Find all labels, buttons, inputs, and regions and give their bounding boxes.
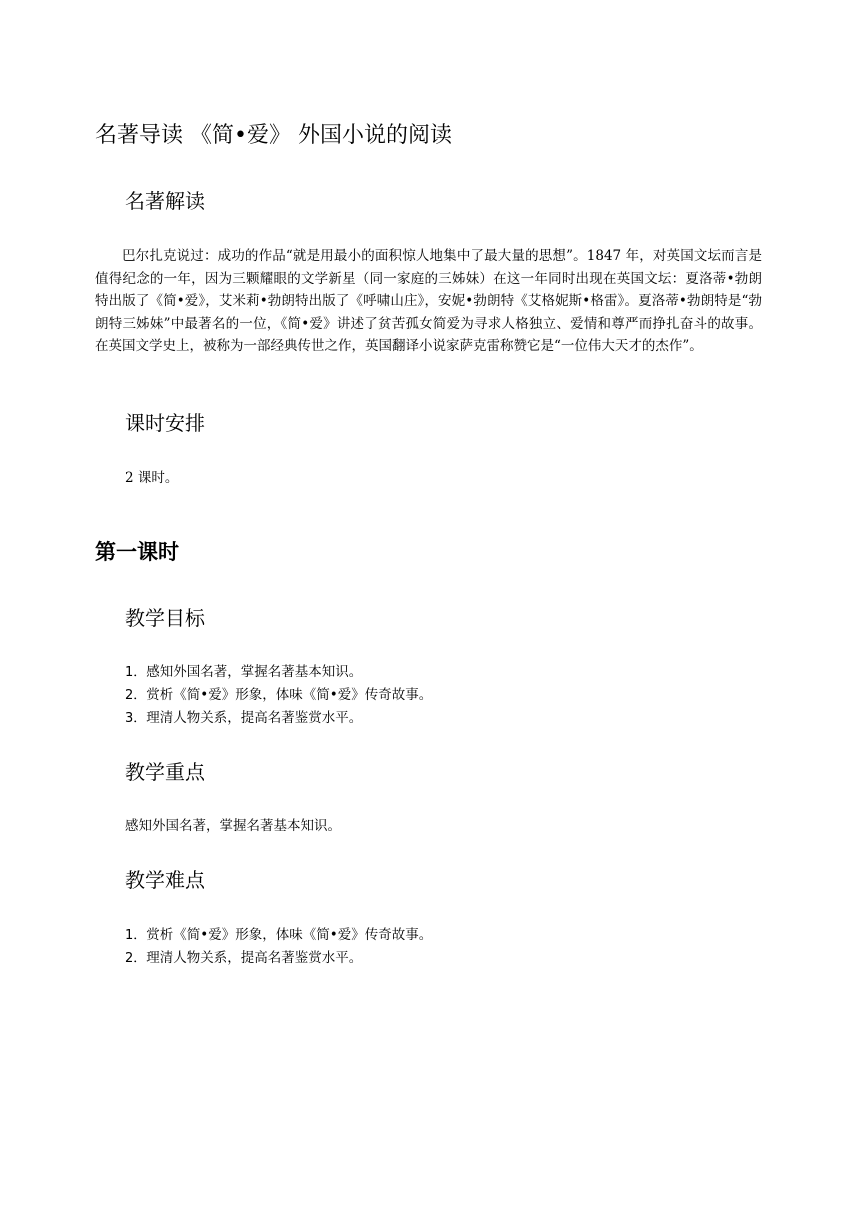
key-points-text: 感知外国名著，掌握名著基本知识。 [125, 818, 341, 834]
list-item [125, 707, 432, 730]
section-heading-intro: 名著解读 [125, 189, 205, 213]
list-item [125, 684, 432, 707]
list-text: 赏析《简•爱》形象，体味《简•爱》传奇故事。 [146, 927, 433, 943]
list-item [125, 947, 432, 970]
schedule-text: 2 课时。 [125, 470, 179, 486]
section-heading-key-points: 教学重点 [125, 760, 205, 784]
list-text: 赏析《简•爱》形象，体味《简•爱》传奇故事。 [146, 687, 433, 703]
list-number: 3． [125, 711, 147, 726]
section-heading-difficulties: 教学难点 [125, 868, 205, 892]
list-number: 1． [125, 665, 147, 680]
list-number: 2． [125, 688, 147, 703]
section-heading-schedule: 课时安排 [125, 411, 205, 435]
list-text: 理清人物关系，提高名著鉴赏水平。 [146, 950, 363, 966]
difficulties-list [125, 924, 432, 970]
list-text: 感知外国名著，掌握名著基本知识。 [146, 664, 363, 680]
intro-paragraph: 巴尔扎克说过：成功的作品“就是用最小的面积惊人地集中了最大量的思想”。1847 年，对英国文坛而言是值得纪念的一年，因为三颗耀眼的文学新星（同一家庭的三姊妹）在这一年同时出现在英国文坛：夏洛蒂•勃朗特出版了《简•爱》，艾米莉•勃朗特出版了《呼啸山庄》，安妮•勃朗特《艾格妮斯•格雷》。夏洛蒂•勃朗特是“勃朗特三姊妹”中最著名的一位，《简•爱》讲述了贫苦孤女简爱为寻求人格独立、爱情和尊严而挣扎奋斗的故事。在英国文学史上，被称为一部经典传世之作，英国翻译小说家萨克雷称赞它是“一位伟大天才的杰作”。 [95, 248, 762, 354]
list-number: 1． [125, 928, 147, 943]
lesson-heading: 第一课时 [95, 540, 179, 564]
document-title: 名著导读 《简•爱》 外国小说的阅读 [95, 123, 452, 148]
list-item [125, 924, 432, 947]
section-heading-goals: 教学目标 [125, 606, 205, 630]
list-number: 2． [125, 951, 147, 966]
list-item [125, 661, 432, 684]
goals-list [125, 661, 432, 730]
list-text: 理清人物关系，提高名著鉴赏水平。 [146, 710, 363, 726]
